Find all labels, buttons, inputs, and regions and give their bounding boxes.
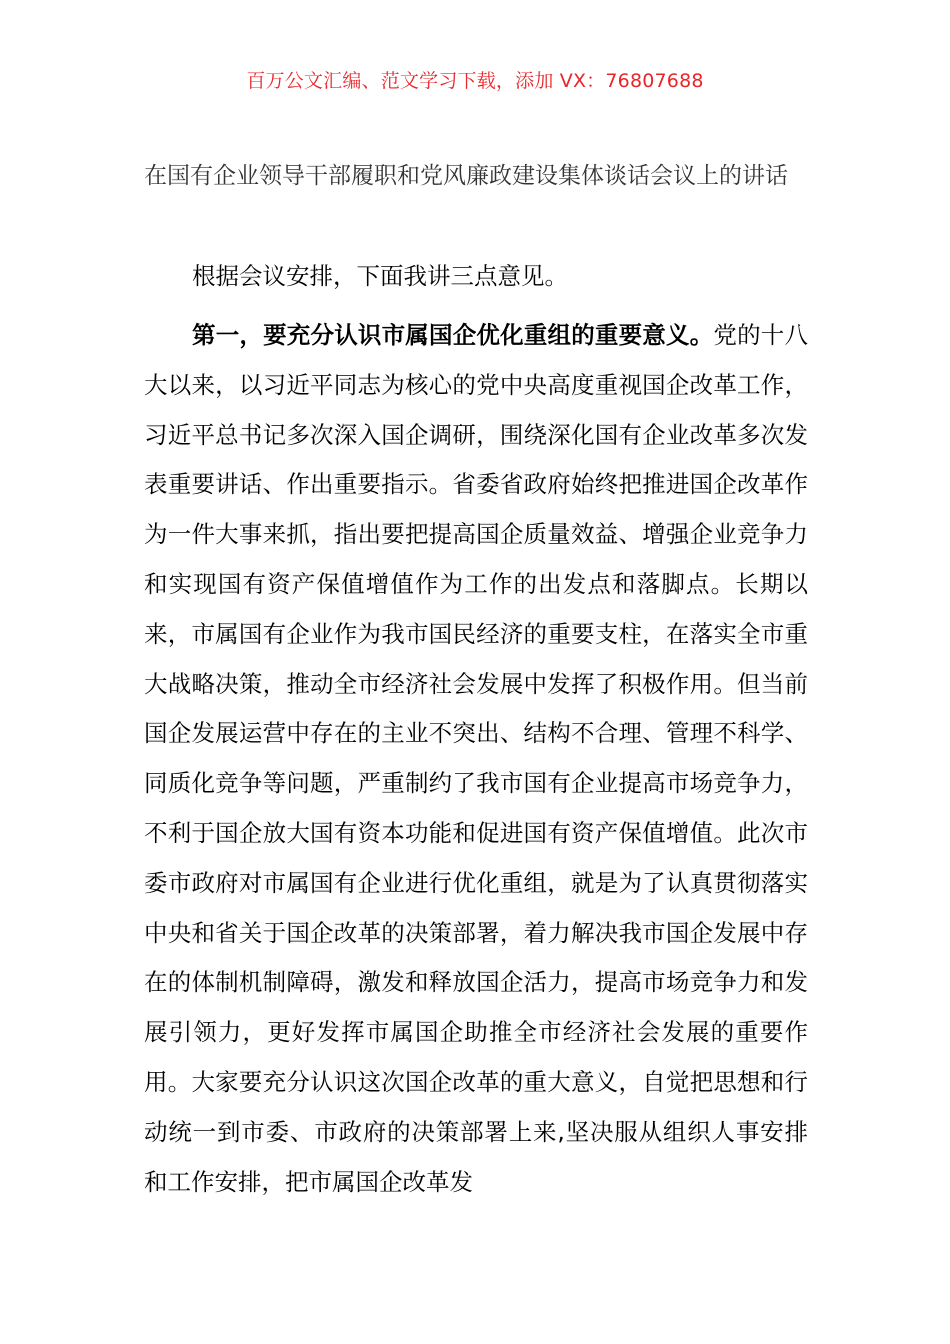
header-promo-note: 百万公文汇编、范文学习下载，添加 VX：76807688 — [246, 70, 704, 92]
document-title: 在国有企业领导干部履职和党风廉政建设集体谈话会议上的讲话 — [144, 163, 788, 189]
point-one-paragraph — [144, 311, 808, 1207]
point-one-text: 党的十八大以来，以习近平同志为核心的党中央高度重视国企改革工作，习近平总书记多次深入国企调研，围绕深化国有企业改革多次发表重要讲话、作出重要指示。省委省政府始终把推进国企改革作为一件大事来抓，指出要把提高国企质量效益、增强企业竞争力和实现国有资产保值增值作为工作的出发点和落脚点。长期以来，市属国有企业作为我市国民经济的重要支柱，在落实全市重大战略决策，推动全市经济社会发展中发挥了积极作用。但当前国企发展运营中存在的主业不突出、结构不合理、管理不科学、同质化竞争等问题，严重制约了我市国有企业提高市场竞争力，不利于国企放大国有资本功能和促进国有资产保值增值。此次市委市政府对市属国有企业进行优化重组，就是为了认真贯彻落实中央和省关于国企改革的决策部署，着力解决我市国企发展中存在的体制机制障碍，激发和释放国企活力，提高市场竞争力和发展引领力，更好发挥市属国企助推全市经济社会发展的重要作用。大家要充分认识这次国企改革的重大意义，自觉把思想和行动统一到市委、市政府的决策部署上来,坚决服从组织人事安排和工作安排，把市属国企改革发 — [144, 321, 809, 1196]
intro-paragraph: 根据会议安排，下面我讲三点意见。 — [192, 262, 568, 290]
point-one-heading: 第一，要充分认识市属国企优化重组的重要意义。 — [192, 321, 714, 349]
